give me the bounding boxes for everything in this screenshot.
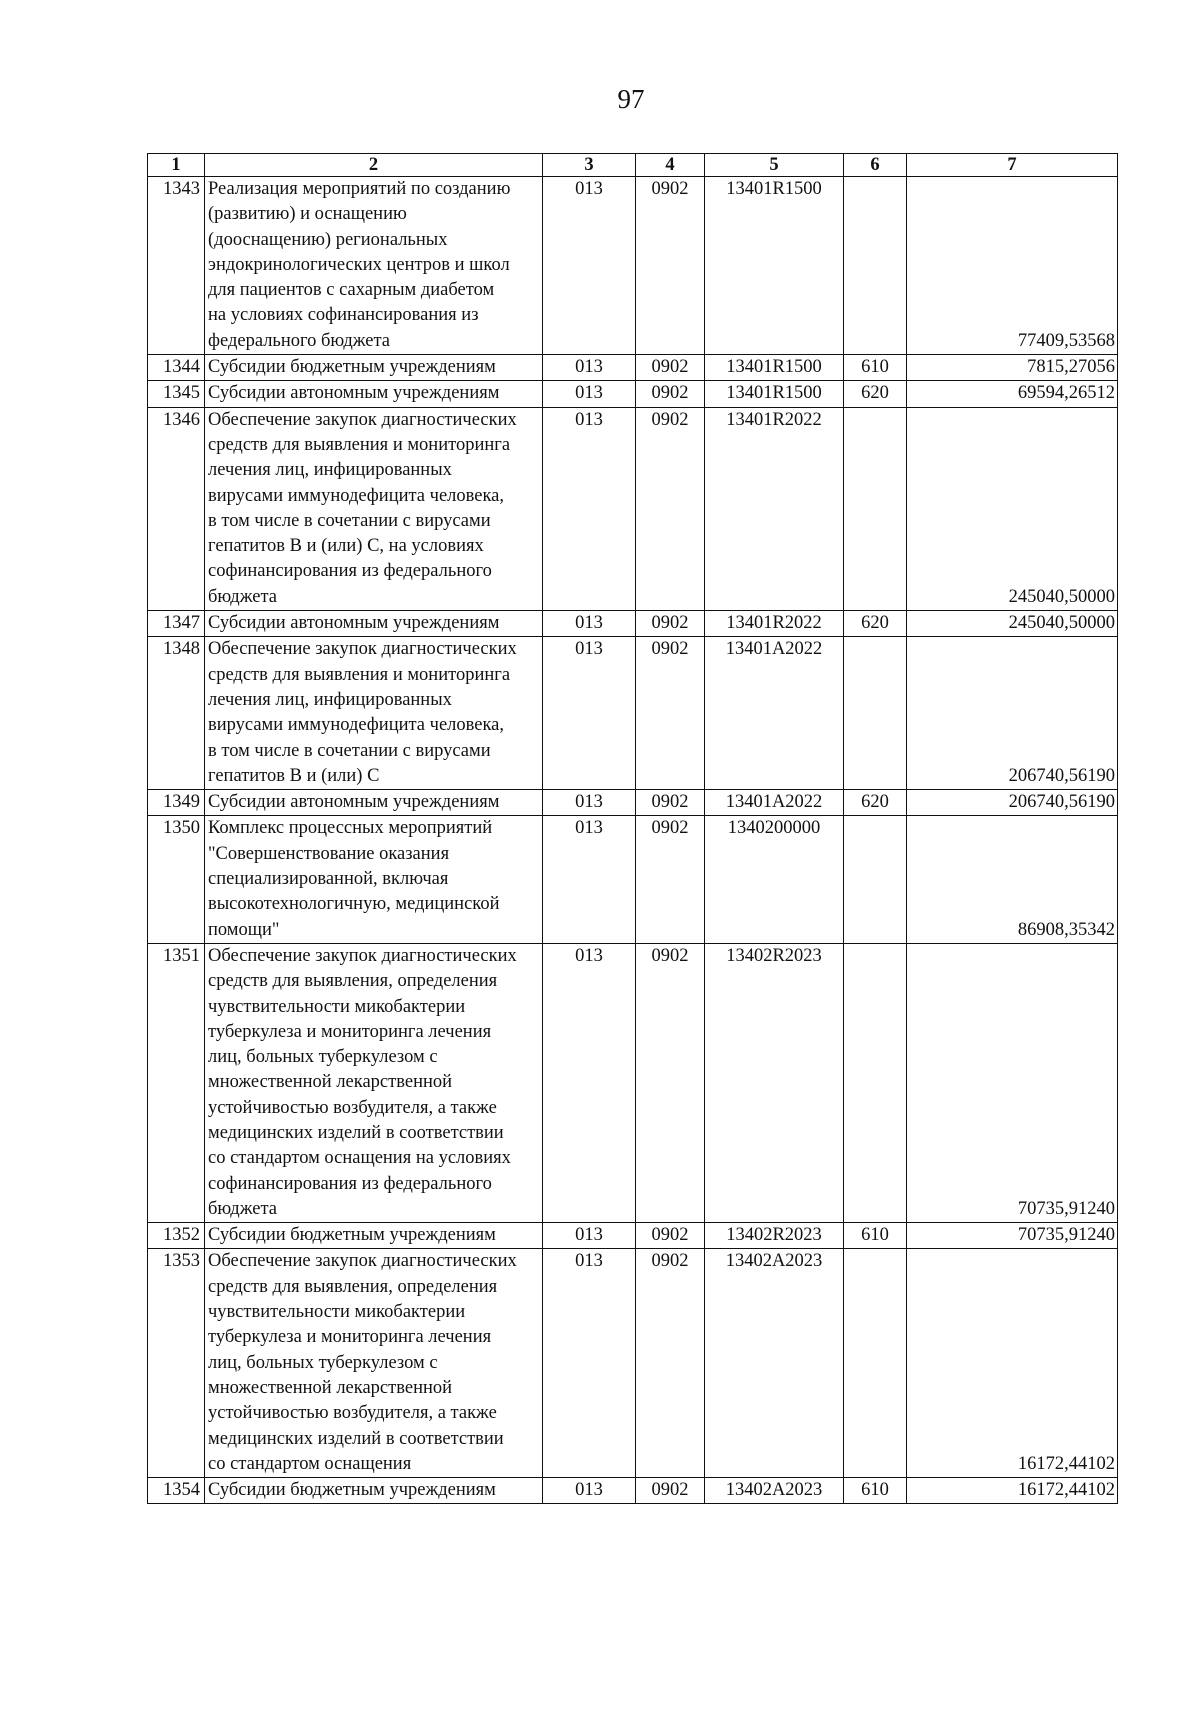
- row-name-line: бюджета: [208, 1198, 277, 1219]
- row-name-line: Реализация мероприятий по созданию: [208, 179, 511, 199]
- table-row: [148, 943, 1118, 1222]
- table-row: [148, 790, 1118, 816]
- row-name-line: Субсидии автономным учреждениям: [208, 613, 500, 634]
- row-name-line: устойчивостью возбудителя, а также: [208, 1403, 497, 1424]
- row-name-line: помощи": [208, 919, 280, 940]
- row-name: [205, 816, 543, 943]
- row-name: [205, 381, 543, 407]
- row-name-line: "Совершенствование оказания: [208, 843, 450, 864]
- row-amount: 206740,56190: [907, 790, 1118, 816]
- row-name: [205, 943, 543, 1222]
- table-body: [148, 177, 1118, 1504]
- row-name-line: софинансирования из федерального: [208, 1173, 492, 1194]
- row-name-line: устойчивостью возбудителя, а также: [208, 1097, 497, 1118]
- row-name-line: средств для выявления, определения: [208, 1276, 498, 1297]
- row-name-line: Субсидии автономным учреждениям: [208, 383, 500, 404]
- row-number: 1350: [148, 816, 205, 943]
- row-col6: [844, 177, 907, 355]
- row-col5: 1340200000: [705, 816, 844, 943]
- row-amount: 86908,35342: [907, 816, 1118, 943]
- row-col5: 13401R2022: [705, 407, 844, 610]
- row-name-line: вирусами иммунодефицита человека,: [208, 715, 505, 736]
- row-number: 1353: [148, 1249, 205, 1478]
- row-amount: 7815,27056: [907, 355, 1118, 381]
- column-header-7: 7: [907, 154, 1118, 177]
- row-col4: 0902: [636, 611, 705, 637]
- row-name-line: в том числе в сочетании с вирусами: [208, 740, 491, 761]
- row-name-line: Обеспечение закупок диагностических: [208, 639, 517, 660]
- row-name-line: на условиях софинансирования из: [208, 305, 479, 326]
- row-col4: 0902: [636, 943, 705, 1222]
- row-name-line: вирусами иммунодефицита человека,: [208, 485, 505, 506]
- row-name-line: средств для выявления, определения: [208, 971, 498, 992]
- row-col6: 620: [844, 611, 907, 637]
- row-name-line: гепатитов B и (или) C, на условиях: [208, 536, 484, 557]
- row-name-line: лечения лиц, инфицированных: [208, 689, 452, 710]
- row-name-line: (развитию) и оснащению: [208, 204, 407, 225]
- row-col4: 0902: [636, 1478, 705, 1504]
- row-number: 1347: [148, 611, 205, 637]
- row-name: [205, 1478, 543, 1504]
- row-amount: 77409,53568: [907, 177, 1118, 355]
- row-col6: 610: [844, 1478, 907, 1504]
- row-col3: 013: [543, 1223, 636, 1249]
- row-amount: 70735,91240: [907, 1223, 1118, 1249]
- row-name-line: Обеспечение закупок диагностических: [208, 409, 517, 430]
- row-col6: [844, 816, 907, 943]
- row-amount: 245040,50000: [907, 611, 1118, 637]
- row-name: [205, 355, 543, 381]
- table-row: [148, 355, 1118, 381]
- row-name-line: софинансирования из федерального: [208, 561, 492, 582]
- row-col5: 13401R1500: [705, 381, 844, 407]
- row-col3: 013: [543, 177, 636, 355]
- row-col3: 013: [543, 381, 636, 407]
- row-name: [205, 611, 543, 637]
- row-amount: 206740,56190: [907, 637, 1118, 790]
- row-col4: 0902: [636, 355, 705, 381]
- row-amount: 16172,44102: [907, 1478, 1118, 1504]
- row-col3: 013: [543, 637, 636, 790]
- row-col3: 013: [543, 1478, 636, 1504]
- row-number: 1354: [148, 1478, 205, 1504]
- row-col4: 0902: [636, 1223, 705, 1249]
- row-name: [205, 637, 543, 790]
- row-col4: 0902: [636, 407, 705, 610]
- row-name-line: для пациентов с сахарным диабетом: [208, 280, 495, 301]
- row-col6: [844, 943, 907, 1222]
- row-col5: 13401R1500: [705, 355, 844, 381]
- column-header-3: 3: [543, 154, 636, 177]
- row-col5: 13401A2022: [705, 790, 844, 816]
- row-amount: 245040,50000: [907, 407, 1118, 610]
- row-name-line: Субсидии бюджетным учреждениям: [208, 1225, 496, 1246]
- row-name-line: лечения лиц, инфицированных: [208, 460, 452, 481]
- row-col3: 013: [543, 611, 636, 637]
- row-number: 1348: [148, 637, 205, 790]
- row-name-line: гепатитов B и (или) C: [208, 765, 380, 786]
- row-number: 1351: [148, 943, 205, 1222]
- table-row: [148, 177, 1118, 355]
- table-header-row: [148, 154, 1118, 177]
- table-row: [148, 407, 1118, 610]
- budget-table: [147, 153, 1118, 1504]
- row-name-line: Субсидии бюджетным учреждениям: [208, 1480, 496, 1501]
- row-name-line: Субсидии бюджетным учреждениям: [208, 357, 496, 378]
- table-row: [148, 381, 1118, 407]
- row-name-line: множественной лекарственной: [208, 1377, 453, 1398]
- row-col4: 0902: [636, 637, 705, 790]
- row-name-line: туберкулеза и мониторинга лечения: [208, 1021, 492, 1042]
- page-number: 97: [617, 84, 645, 114]
- row-col6: 620: [844, 381, 907, 407]
- table-row: [148, 1249, 1118, 1478]
- row-col6: 610: [844, 355, 907, 381]
- row-col4: 0902: [636, 1249, 705, 1478]
- row-col4: 0902: [636, 790, 705, 816]
- row-name-line: медицинских изделий в соответствии: [208, 1428, 504, 1449]
- row-name-line: (дооснащению) региональных: [208, 229, 448, 250]
- row-col4: 0902: [636, 381, 705, 407]
- table-row: [148, 637, 1118, 790]
- row-col6: 610: [844, 1223, 907, 1249]
- row-name: [205, 177, 543, 355]
- row-name-line: чувствительности микобактерии: [208, 996, 466, 1017]
- row-number: 1349: [148, 790, 205, 816]
- row-col5: 13402R2023: [705, 943, 844, 1222]
- row-col5: 13402R2023: [705, 1223, 844, 1249]
- row-name-line: со стандартом оснащения на условиях: [208, 1148, 511, 1169]
- row-col5: 13401R1500: [705, 177, 844, 355]
- row-name-line: лиц, больных туберкулезом с: [208, 1047, 438, 1068]
- row-number: 1346: [148, 407, 205, 610]
- row-name: [205, 1223, 543, 1249]
- row-col6: [844, 637, 907, 790]
- row-name-line: Обеспечение закупок диагностических: [208, 1251, 517, 1272]
- row-name: [205, 1249, 543, 1478]
- row-name-line: Субсидии автономным учреждениям: [208, 792, 500, 813]
- row-col5: 13401A2022: [705, 637, 844, 790]
- row-name-line: средств для выявления и мониторинга: [208, 664, 511, 685]
- row-number: 1343: [148, 177, 205, 355]
- table-row: [148, 1478, 1118, 1504]
- row-name-line: Обеспечение закупок диагностических: [208, 945, 517, 966]
- table-row: [148, 816, 1118, 943]
- row-name-line: лиц, больных туберкулезом с: [208, 1352, 438, 1373]
- row-name-line: федерального бюджета: [208, 330, 391, 351]
- row-col6: 620: [844, 790, 907, 816]
- row-col3: 013: [543, 355, 636, 381]
- row-name-line: множественной лекарственной: [208, 1072, 453, 1093]
- row-amount: 70735,91240: [907, 943, 1118, 1222]
- row-name-line: со стандартом оснащения: [208, 1453, 412, 1474]
- row-col3: 013: [543, 407, 636, 610]
- table-row: [148, 611, 1118, 637]
- row-col3: 013: [543, 943, 636, 1222]
- row-col3: 013: [543, 816, 636, 943]
- column-header-4: 4: [636, 154, 705, 177]
- row-amount: 16172,44102: [907, 1249, 1118, 1478]
- row-name-line: средств для выявления и мониторинга: [208, 434, 511, 455]
- row-col6: [844, 1249, 907, 1478]
- row-name-line: специализированной, включая: [208, 869, 449, 890]
- table-row: [148, 1223, 1118, 1249]
- row-col5: 13402A2023: [705, 1249, 844, 1478]
- row-col4: 0902: [636, 177, 705, 355]
- row-name-line: туберкулеза и мониторинга лечения: [208, 1327, 492, 1348]
- row-name: [205, 407, 543, 610]
- row-name-line: чувствительности микобактерии: [208, 1302, 466, 1323]
- row-name-line: бюджета: [208, 586, 277, 607]
- row-name-line: эндокринологических центров и школ: [208, 254, 510, 275]
- row-name-line: высокотехнологичную, медицинской: [208, 894, 500, 915]
- row-number: 1352: [148, 1223, 205, 1249]
- column-header-6: 6: [844, 154, 907, 177]
- row-col3: 013: [543, 790, 636, 816]
- column-header-5: 5: [705, 154, 844, 177]
- row-amount: 69594,26512: [907, 381, 1118, 407]
- row-col5: 13402A2023: [705, 1478, 844, 1504]
- row-col6: [844, 407, 907, 610]
- row-number: 1344: [148, 355, 205, 381]
- row-col4: 0902: [636, 816, 705, 943]
- row-name-line: Комплекс процессных мероприятий: [208, 818, 493, 839]
- row-col3: 013: [543, 1249, 636, 1478]
- column-header-1: 1: [148, 154, 205, 177]
- row-name-line: в том числе в сочетании с вирусами: [208, 510, 491, 531]
- column-header-2: 2: [205, 154, 543, 177]
- row-name-line: медицинских изделий в соответствии: [208, 1122, 504, 1143]
- row-name: [205, 790, 543, 816]
- row-col5: 13401R2022: [705, 611, 844, 637]
- row-number: 1345: [148, 381, 205, 407]
